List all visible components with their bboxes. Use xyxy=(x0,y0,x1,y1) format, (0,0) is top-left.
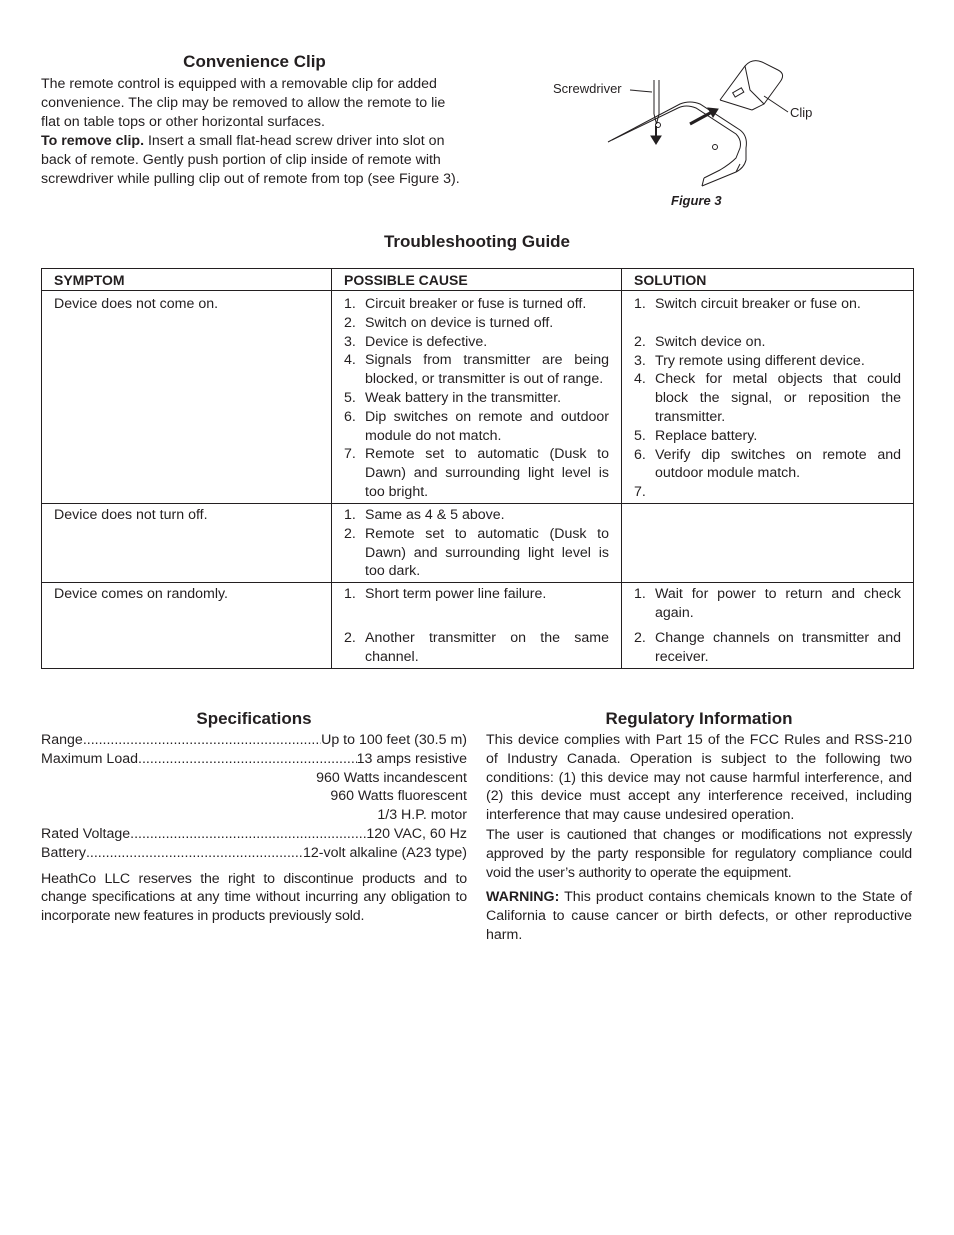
warning-label: WARNING: xyxy=(486,889,560,906)
cause-cell xyxy=(332,503,622,582)
spec-row-range: Range ..... Up to 100 feet (30.5 m) xyxy=(41,731,467,750)
list-item: 2. Change channels on transmitter and receiver. xyxy=(634,629,901,665)
specs-disclaimer: HeathCo LLC reserves the right to discontinue products and to change specifications at any time without incurring any obligation to incorporate new features in products previously sold. xyxy=(41,870,467,925)
solution-cell xyxy=(622,583,914,668)
list-item: 1. Short term power line failure. xyxy=(344,586,547,603)
table-row xyxy=(42,503,914,582)
spec-row-voltage: Rated Voltage ..... 120 VAC, 60 Hz xyxy=(41,825,467,844)
list-item: 4. Check for metal objects that could block the signal, or reposition the transmitter. xyxy=(634,371,901,425)
solution-cell xyxy=(622,503,914,582)
column-header-symptom: SYMPTOM xyxy=(42,269,332,291)
table-row xyxy=(42,583,914,668)
list-item: 3. Device is defective. xyxy=(344,333,488,350)
clip-removal-illustration xyxy=(540,52,840,212)
column-header-possible-cause: POSSIBLE CAUSE xyxy=(332,269,622,291)
figure-label-clip: Clip xyxy=(790,105,813,120)
list-item: 2. Another transmitter on the same channel. xyxy=(344,629,609,665)
troubleshooting-table xyxy=(41,268,914,669)
list-item: 6. Dip switches on remote and outdoor module do not match. xyxy=(344,408,609,444)
table-row xyxy=(42,291,914,504)
regulatory-paragraph-1: This device complies with Part 15 of the FCC Rules and RSS-210 of Industry Canada. Operation is subject to the following two conditions: (1) this device may not cause harmful interference, and (2) this device must accept any interference received, including interference that may cause undesired operation. xyxy=(486,732,912,824)
clip-paragraph-2 xyxy=(41,132,468,188)
specifications-section xyxy=(41,709,467,926)
list-item: 2. Remote set to automatic (Dusk to Dawn) and surrounding light level is too dark. xyxy=(344,525,609,580)
list-item: 1. Same as 4 & 5 above. xyxy=(344,506,505,523)
cause-cell xyxy=(332,583,622,668)
regulatory-paragraph-2: The user is cautioned that changes or modifications not expressly approved by the party responsible for regulatory compliance could void the user’s authority to operate the equipment. xyxy=(486,826,912,881)
list-item: 4. Signals from transmitter are being blocked, or transmitter is out of range. xyxy=(344,352,609,388)
list-item: 1. Switch circuit breaker or fuse on. xyxy=(634,296,861,312)
symptom-cell: Device comes on randomly. xyxy=(42,583,332,668)
column-header-solution: SOLUTION xyxy=(622,269,914,291)
list-item: 3. Try remote using different device. xyxy=(634,352,865,369)
symptom-cell: Device does not come on. xyxy=(42,291,332,504)
convenience-clip-section xyxy=(41,52,468,189)
spec-load-extra: 960 Watts fluorescent xyxy=(330,788,467,805)
list-item: 5. Weak battery in the transmitter. xyxy=(344,389,562,406)
regulatory-heading: Regulatory Information xyxy=(605,709,793,728)
list-item: 2. Switch device on. xyxy=(634,333,766,350)
list-item: 7. xyxy=(634,484,646,501)
spec-load-extra: 1/3 H.P. motor xyxy=(377,807,467,824)
regulatory-warning xyxy=(486,888,912,944)
solution-cell xyxy=(622,291,914,504)
figure-label-screwdriver: Screwdriver xyxy=(553,81,622,96)
clip-remove-label: To remove clip. xyxy=(41,133,145,150)
warning-text: This product contains chemicals known to the State of California to cause cancer or birth defects, or other reproductive harm. xyxy=(486,889,912,943)
list-item: 5. Replace battery. xyxy=(634,427,758,444)
cause-cell xyxy=(332,291,622,504)
specifications-heading: Specifications xyxy=(196,709,312,728)
spec-row-load: Maximum Load ..... 13 amps resistive xyxy=(41,750,467,769)
symptom-cell: Device does not turn off. xyxy=(42,503,332,582)
list-item: 6. Verify dip switches on remote and outdoor module match. xyxy=(634,446,901,482)
list-item: 1. Circuit breaker or fuse is turned off. xyxy=(344,296,587,312)
spec-load-extra: 960 Watts incandescent xyxy=(316,769,467,786)
list-item: 7. Remote set to automatic (Dusk to Dawn) and surrounding light level is too bright. xyxy=(344,446,609,500)
list-item: 2. Switch on device is turned off. xyxy=(344,314,554,331)
figure-3 xyxy=(540,52,840,212)
troubleshooting-heading: Troubleshooting Guide xyxy=(383,232,571,251)
regulatory-section xyxy=(486,709,912,951)
table-header-row xyxy=(42,269,914,291)
spec-row-battery: Battery ..... 12-volt alkaline (A23 type) xyxy=(41,844,467,863)
figure-caption: Figure 3 xyxy=(671,193,722,208)
list-item: 1. Wait for power to return and check again. xyxy=(634,586,901,621)
clip-paragraph-1: The remote control is equipped with a removable clip for added convenience. The clip may be removed to allow the remote to lie flat on table tops or other horizontal surfaces. xyxy=(41,76,446,130)
clip-remove-text: Insert a small flat-head screw driver into slot on back of remote. Gently push portion of clip inside of remote with screwdriver while pulling clip out of remote from top (see Figure 3). xyxy=(41,133,460,187)
convenience-clip-heading: Convenience Clip xyxy=(183,52,326,71)
